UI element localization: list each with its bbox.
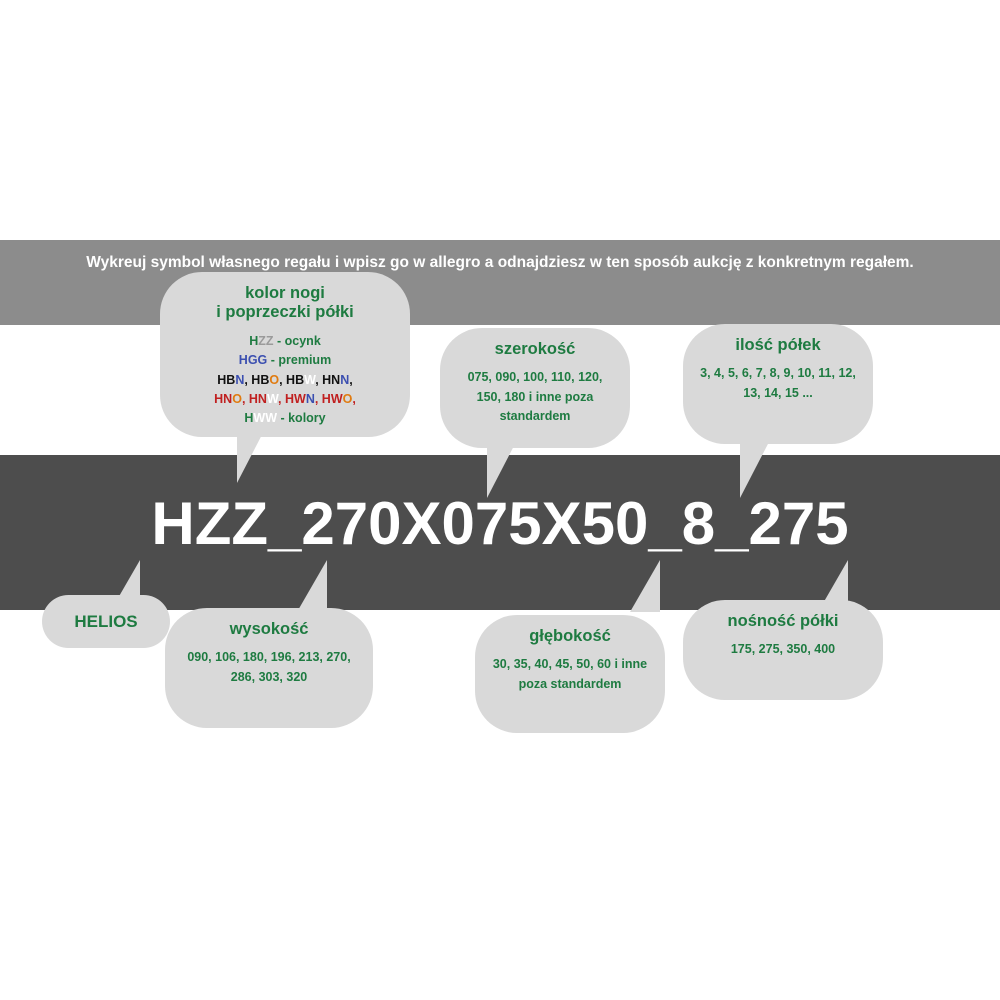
callout-kolor-nogi-title (174, 284, 396, 323)
callout-kolor-nogi (160, 272, 410, 437)
callout-wysokosc-body: 090, 106, 180, 196, 213, 270, 286, 303, 320 (187, 650, 351, 684)
callout-szerokosc-title: szerokość (494, 340, 576, 358)
callout-ilosc-polek (683, 324, 873, 444)
glebokosc-tail (630, 560, 660, 612)
callout-helios (42, 595, 170, 648)
legend-line-1: HZZ - ocynk (249, 333, 321, 348)
callout-glebokosc (475, 615, 665, 733)
legend-line-5: HWW - kolory (244, 411, 326, 426)
callout-kolor-nogi-body (174, 332, 396, 429)
callout-ilosc-polek-body: 3, 4, 5, 6, 7, 8, 9, 10, 11, 12, 13, 14, 15 ... (700, 366, 856, 400)
ilosc-polek-tail (740, 440, 770, 498)
legend-line-3: HBN, HBO, HBW, HNN, (217, 372, 353, 387)
szerokosc-tail (487, 440, 517, 498)
callout-nosnosc-polki-title: nośność półki (727, 612, 839, 630)
callout-ilosc-polek-title: ilość półek (735, 336, 821, 354)
callout-kolor-nogi-title-line2: i poprzeczki półki (216, 303, 354, 322)
callout-nosnosc-polki (683, 600, 883, 700)
callout-nosnosc-polki-body: 175, 275, 350, 400 (730, 642, 836, 657)
callout-szerokosc-body: 075, 090, 100, 110, 120, 150, 180 i inne poza standardem (467, 370, 603, 424)
callout-szerokosc (440, 328, 630, 448)
legend-line-4: HNO, HNW, HWN, HWO, (214, 392, 356, 407)
callout-wysokosc-title: wysokość (229, 620, 309, 638)
callout-glebokosc-body: 30, 35, 40, 45, 50, 60 i inne poza standardem (492, 657, 648, 691)
callout-glebokosc-title: głębokość (529, 627, 611, 645)
callout-wysokosc (165, 608, 373, 728)
callout-helios-label: HELIOS (74, 611, 138, 631)
wysokosc-tail (297, 560, 327, 612)
callout-kolor-nogi-title-line1: kolor nogi (245, 284, 325, 302)
product-code: HZZ_270X075X50_8_275 (151, 490, 849, 557)
legend-line-2: HGG - premium (238, 353, 332, 368)
headline-text: Wykreuj symbol własnego regału i wpisz go w allegro a odnajdziesz w ten sposób aukcję z konkretnym regałem. (86, 254, 914, 271)
